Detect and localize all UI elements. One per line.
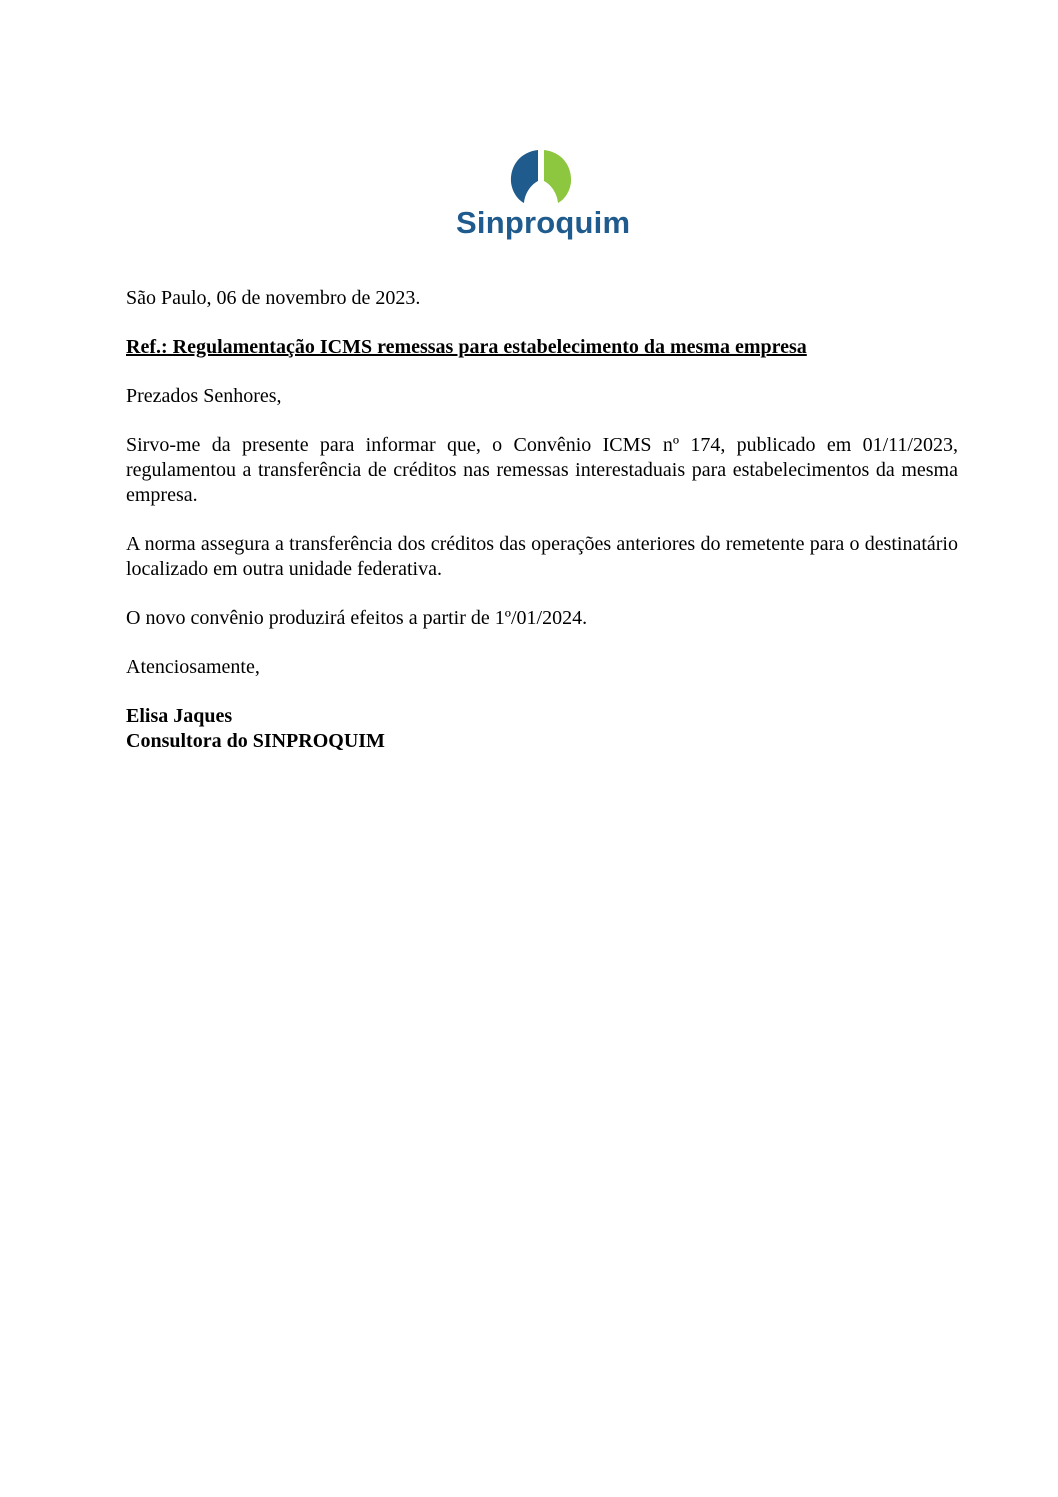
letter-paragraph: Sirvo-me da presente para informar que, o Convênio ICMS nº 174, publicado em 01/11/2023, regulamentou a transferência de créditos nas remessas interestaduais para estabelecimentos da mesma empresa. <box>126 434 958 506</box>
letter-closing: Atenciosamente, <box>126 656 260 678</box>
signer-title: Consultora do SINPROQUIM <box>126 730 385 752</box>
letter-body <box>126 286 958 754</box>
logo-wordmark: Sinproquim <box>456 205 631 240</box>
letter-paragraph: A norma assegura a transferência dos créditos das operações anteriores do remetente para o destinatário localizado em outra unidade federativa. <box>126 533 958 580</box>
greeting-emphasis: Preza <box>126 385 171 407</box>
letter-paragraph: O novo convênio produzirá efeitos a partir de 1º/01/2024. <box>126 607 588 629</box>
letter-reference: Ref.: Regulamentação ICMS remessas para estabelecimento da mesma empresa <box>126 336 807 358</box>
letter-date: São Paulo, 06 de novembro de 2023. <box>126 287 421 309</box>
letter-greeting <box>126 384 958 409</box>
greeting-rest: dos Senhores, <box>170 385 282 407</box>
signer-name: Elisa Jaques <box>126 705 233 727</box>
signature-block <box>126 704 958 754</box>
logo-mark-icon <box>508 148 574 204</box>
sinproquim-logo <box>456 148 631 244</box>
